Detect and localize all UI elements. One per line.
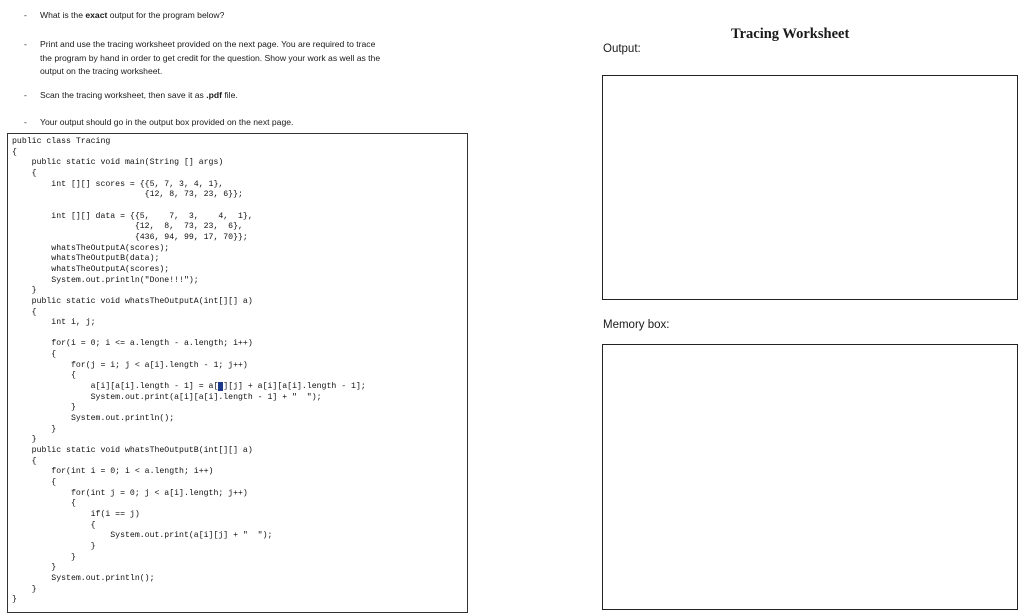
code-line — [12, 382, 366, 391]
code-line: public class Tracing — [12, 137, 111, 146]
code-line: int i, j; — [12, 318, 96, 328]
code-line: { — [12, 147, 17, 157]
code-line: } — [12, 584, 37, 594]
code-line: System.out.println(); — [12, 573, 155, 583]
memory-box-label: Memory box: — [603, 319, 670, 331]
code-line: System.out.print(a[i][a[i].length - 1] + " "); — [12, 392, 322, 402]
bold-text: exact — [85, 10, 108, 20]
code-line: } — [12, 595, 17, 605]
code-line: } — [12, 541, 96, 551]
code-line: if(i == j) — [12, 509, 140, 519]
instruction-1-text — [40, 9, 480, 23]
code-line: { — [12, 456, 37, 466]
code-line: { — [12, 307, 37, 317]
code-line: } — [12, 403, 76, 413]
text-line: Print and use the tracing worksheet provided on the next page. You are required to trace — [40, 39, 376, 49]
code-line: System.out.print(a[i][j] + " "); — [12, 531, 273, 541]
instruction-3-text — [40, 89, 480, 103]
code-line: } — [12, 424, 57, 434]
text-part: output for the program below? — [107, 10, 225, 20]
code-line: int [][] scores = {{5, 7, 3, 4, 1}, — [12, 179, 224, 189]
code-line: } — [12, 435, 37, 445]
bold-text: .pdf — [206, 90, 222, 100]
code-line: for(int j = 0; j < a[i].length; j++) — [12, 488, 248, 498]
text-cursor-highlight: i — [218, 382, 224, 392]
output-label: Output: — [603, 43, 641, 55]
code-line: for(j = i; j < a[i].length - 1; j++) — [12, 360, 248, 370]
code-line: int [][] data = {{5, 7, 3, 4, 1}, — [12, 211, 253, 221]
memory-box[interactable] — [602, 344, 1018, 610]
code-fragment: ][j] + a[i][a[i].length - 1]; — [223, 382, 366, 392]
bullet-dash: - — [24, 90, 27, 100]
code-line: } — [12, 286, 37, 296]
code-line: System.out.println("Done!!!"); — [12, 275, 199, 285]
code-line: { — [12, 350, 57, 360]
code-line: { — [12, 168, 37, 178]
code-line: whatsTheOutputA(scores); — [12, 243, 170, 253]
code-line: System.out.println(); — [12, 414, 175, 424]
bullet-dash: - — [24, 10, 27, 20]
code-line: public static void whatsTheOutputA(int[][] a) — [12, 296, 253, 306]
code-line: whatsTheOutputA(scores); — [12, 264, 170, 274]
code-listing-box — [7, 133, 468, 613]
code-line: } — [12, 552, 76, 562]
worksheet-title: Tracing Worksheet — [731, 26, 850, 42]
code-line: public static void whatsTheOutputB(int[][] a) — [12, 446, 253, 456]
code-line: { — [12, 499, 76, 509]
code-line: { — [12, 478, 57, 487]
code-fragment: a[i][a[i].length - 1] = a[ — [12, 382, 219, 392]
code-line: for(int i = 0; i < a.length; i++) — [12, 467, 214, 477]
code-line: whatsTheOutputB(data); — [12, 254, 160, 264]
text-part: Scan the tracing worksheet, then save it as — [40, 90, 207, 100]
bullet-dash: - — [24, 117, 27, 127]
instruction-4-text: Your output should go in the output box provided on the next page. — [40, 117, 294, 127]
code-line: {12, 8, 73, 23, 6}}; — [12, 190, 243, 200]
code-line: for(i = 0; i <= a.length - a.length; i++) — [12, 339, 253, 349]
code-line: public static void main(String [] args) — [12, 158, 224, 168]
code-line: { — [12, 371, 76, 381]
text-line: the program by hand in order to get credit for the question. Show your work as well as the — [40, 52, 381, 63]
text-part: What is the — [40, 10, 86, 20]
bullet-dash: - — [24, 39, 27, 49]
code-line: {436, 94, 99, 17, 70}}; — [12, 232, 248, 242]
code-line: } — [12, 563, 57, 573]
code-listing — [12, 137, 366, 606]
text-part: file. — [222, 90, 238, 100]
instruction-2-text — [40, 38, 480, 79]
text-line: output on the tracing worksheet. — [40, 66, 163, 76]
output-box[interactable] — [602, 75, 1018, 300]
code-line: { — [12, 520, 96, 530]
code-line: {12, 8, 73, 23, 6}, — [12, 222, 243, 232]
